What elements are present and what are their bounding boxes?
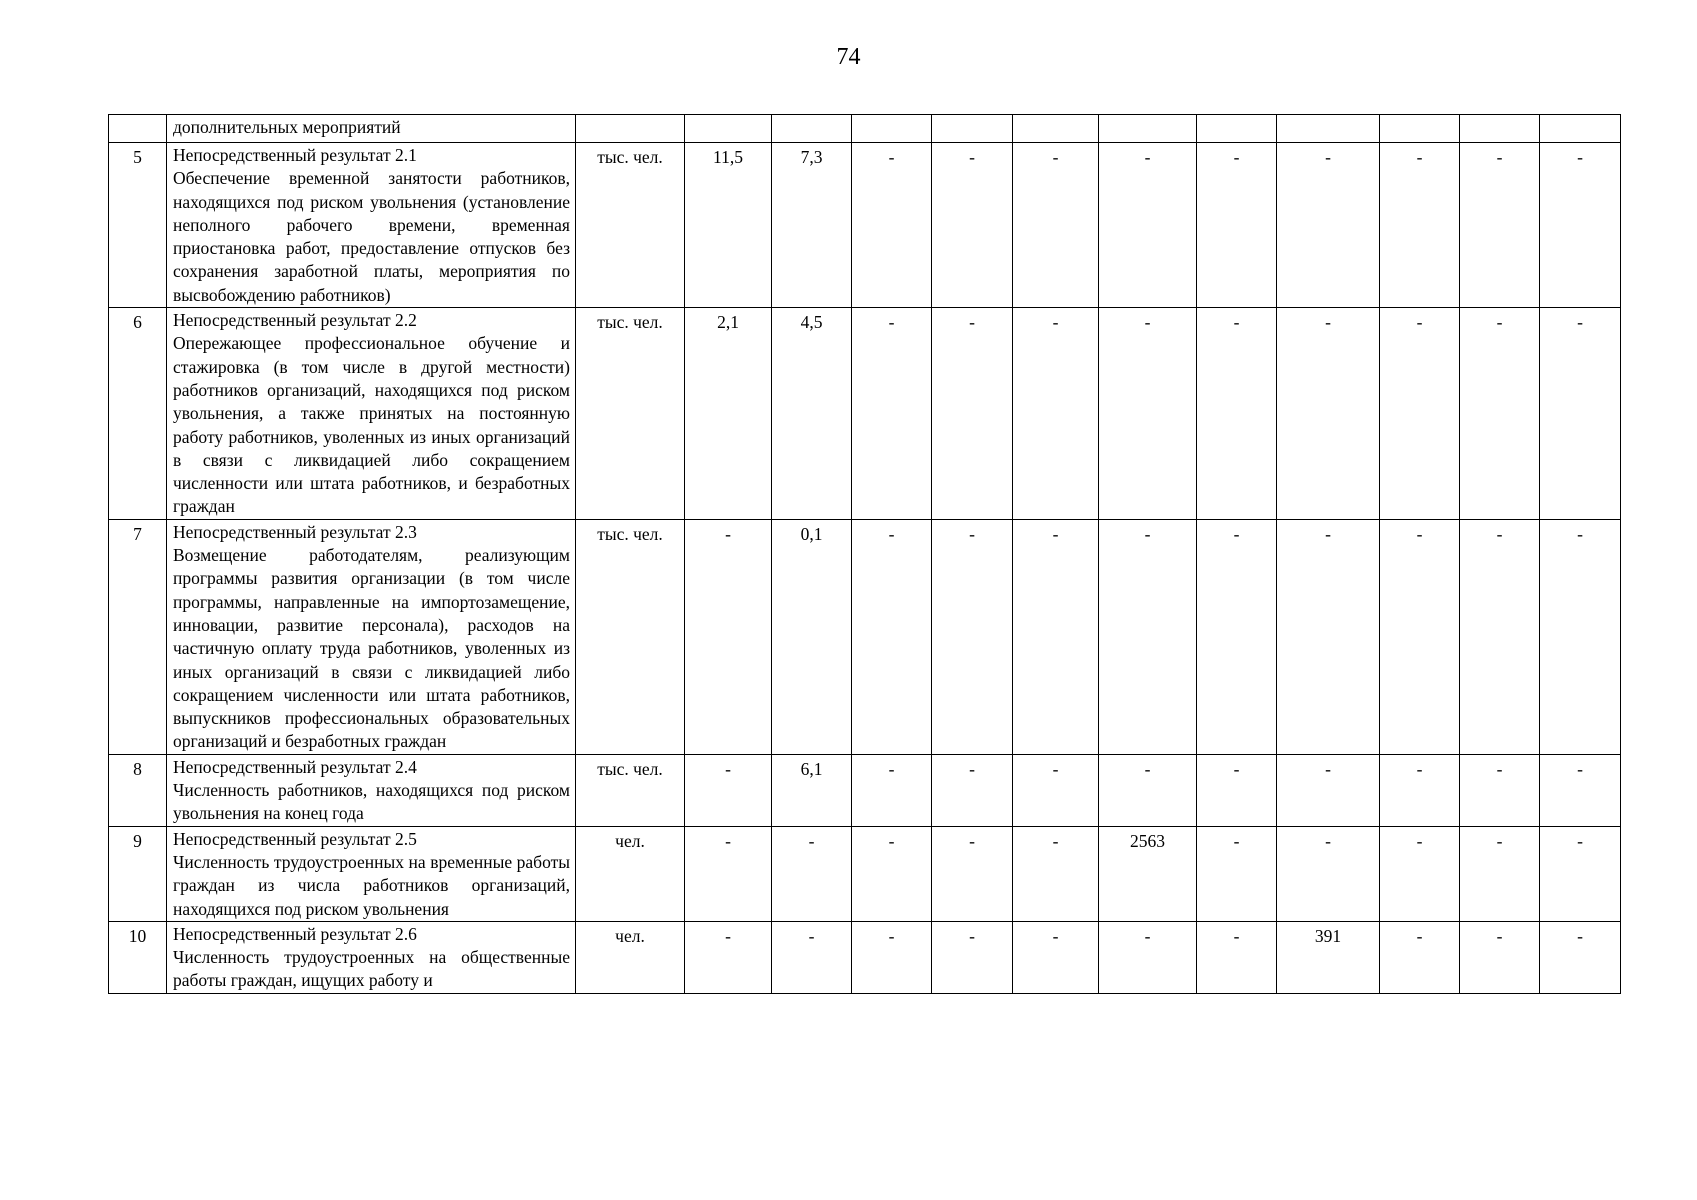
- value-cell: -: [1380, 754, 1460, 826]
- value-cell: -: [1197, 826, 1277, 921]
- value-cell: -: [1197, 143, 1277, 308]
- row-number-cell: 9: [109, 826, 167, 921]
- value-cell: 7,3: [772, 143, 852, 308]
- row-title: Непосредственный результат 2.1: [173, 145, 417, 165]
- value-cell: -: [1380, 143, 1460, 308]
- value-cell: -: [1013, 143, 1099, 308]
- unit-cell: тыс. чел.: [576, 308, 685, 520]
- row-number-cell: 7: [109, 519, 167, 754]
- value-cell: -: [1013, 921, 1099, 993]
- value-cell: [1460, 115, 1540, 143]
- row-description-text: Численность трудоустроенных на общественные работы граждан, ищущих работу и: [173, 947, 570, 991]
- row-number-cell: [109, 115, 167, 143]
- value-cell: [1380, 115, 1460, 143]
- value-cell: -: [1197, 308, 1277, 520]
- value-cell: -: [1380, 308, 1460, 520]
- value-cell: -: [1277, 826, 1380, 921]
- value-cell: [1277, 115, 1380, 143]
- value-cell: -: [1197, 921, 1277, 993]
- value-cell: 6,1: [772, 754, 852, 826]
- table-row-continued: [109, 115, 1621, 143]
- row-title: Непосредственный результат 2.3: [173, 521, 417, 542]
- value-cell: -: [772, 826, 852, 921]
- value-cell: [1540, 115, 1621, 143]
- row-description-cell: [167, 519, 576, 754]
- row-description-text: Численность работников, находящихся под риском увольнения на конец года: [173, 780, 570, 824]
- value-cell: -: [1380, 826, 1460, 921]
- row-number-cell: 5: [109, 143, 167, 308]
- value-cell: -: [1460, 754, 1540, 826]
- value-cell: -: [1540, 921, 1621, 993]
- row-title: Непосредственный результат 2.6: [173, 923, 417, 944]
- value-cell: -: [1540, 308, 1621, 520]
- value-cell: -: [685, 921, 772, 993]
- value-cell: -: [852, 921, 932, 993]
- row-description-text: Численность трудоустроенных на временные работы граждан из числа работников организаций, находящихся под риском увольнения: [173, 851, 570, 919]
- row-description-cell: [167, 115, 576, 143]
- row-number-cell: 6: [109, 308, 167, 520]
- value-cell: -: [1099, 754, 1197, 826]
- unit-cell: [576, 115, 685, 143]
- page-number: 74: [836, 44, 861, 70]
- value-cell: -: [932, 921, 1013, 993]
- value-cell: 11,5: [685, 143, 772, 308]
- value-cell: -: [1099, 921, 1197, 993]
- value-cell: -: [1380, 921, 1460, 993]
- row-title: Непосредственный результат 2.2: [173, 310, 417, 331]
- value-cell: -: [1277, 143, 1380, 308]
- table-row: [109, 519, 1621, 754]
- row-description-text: дополнительных мероприятий: [173, 117, 401, 137]
- value-cell: -: [1380, 519, 1460, 754]
- table-row: [109, 921, 1621, 993]
- value-cell: -: [1013, 754, 1099, 826]
- value-cell: -: [932, 143, 1013, 308]
- value-cell: -: [1277, 308, 1380, 520]
- value-cell: -: [772, 921, 852, 993]
- value-cell: -: [1099, 519, 1197, 754]
- value-cell: -: [1540, 826, 1621, 921]
- table-row: [109, 826, 1621, 921]
- row-description-text: Обеспечение временной занятости работников, находящихся под риском увольнения (установление неполного рабочего времени, временная приостановка работ, предоставление отпусков без сохранения заработной платы, мероприятия по высвобождению работников): [173, 168, 570, 305]
- value-cell: -: [1540, 143, 1621, 308]
- value-cell: -: [1197, 519, 1277, 754]
- row-description-text: Опережающее профессиональное обучение и стажировка (в том числе в другой местности) работников организаций, находящихся под риском увольнения, а также принятых на постоянную работу работников, уволенных из иных организаций в связи с ликвидацией либо сокращением численности или штата работников, и безработных граждан: [173, 333, 570, 517]
- table-row: [109, 754, 1621, 826]
- unit-cell: тыс. чел.: [576, 754, 685, 826]
- value-cell: -: [852, 826, 932, 921]
- row-description-cell: [167, 826, 576, 921]
- value-cell: -: [852, 308, 932, 520]
- indicators-table: [108, 114, 1621, 994]
- unit-cell: чел.: [576, 826, 685, 921]
- value-cell: -: [1460, 308, 1540, 520]
- unit-cell: тыс. чел.: [576, 519, 685, 754]
- value-cell: -: [1197, 754, 1277, 826]
- value-cell: [685, 115, 772, 143]
- value-cell: 0,1: [772, 519, 852, 754]
- value-cell: -: [1540, 754, 1621, 826]
- value-cell: -: [685, 519, 772, 754]
- value-cell: [1197, 115, 1277, 143]
- value-cell: -: [1013, 308, 1099, 520]
- value-cell: -: [1460, 921, 1540, 993]
- unit-cell: тыс. чел.: [576, 143, 685, 308]
- value-cell: -: [1460, 143, 1540, 308]
- value-cell: -: [1013, 826, 1099, 921]
- value-cell: 391: [1277, 921, 1380, 993]
- value-cell: -: [932, 308, 1013, 520]
- value-cell: 2563: [1099, 826, 1197, 921]
- value-cell: [852, 115, 932, 143]
- row-description-cell: [167, 754, 576, 826]
- row-description-cell: [167, 143, 576, 308]
- row-description-cell: [167, 921, 576, 993]
- value-cell: -: [685, 754, 772, 826]
- value-cell: [1013, 115, 1099, 143]
- value-cell: -: [932, 754, 1013, 826]
- value-cell: 4,5: [772, 308, 852, 520]
- value-cell: -: [1277, 754, 1380, 826]
- row-description-cell: [167, 308, 576, 520]
- value-cell: -: [1099, 308, 1197, 520]
- value-cell: 2,1: [685, 308, 772, 520]
- table-row: [109, 143, 1621, 308]
- value-cell: -: [932, 826, 1013, 921]
- value-cell: -: [852, 143, 932, 308]
- unit-cell: чел.: [576, 921, 685, 993]
- row-number-cell: 10: [109, 921, 167, 993]
- value-cell: -: [685, 826, 772, 921]
- row-title: Непосредственный результат 2.5: [173, 828, 417, 849]
- value-cell: -: [1099, 143, 1197, 308]
- value-cell: [932, 115, 1013, 143]
- value-cell: -: [1013, 519, 1099, 754]
- table-row: [109, 308, 1621, 520]
- row-number-cell: 8: [109, 754, 167, 826]
- value-cell: -: [1460, 826, 1540, 921]
- value-cell: -: [932, 519, 1013, 754]
- value-cell: [1099, 115, 1197, 143]
- row-title: Непосредственный результат 2.4: [173, 756, 417, 777]
- row-description-text: Возмещение работодателям, реализующим программы развития организации (в том числе программы, направленные на импортозамещение, инновации, развитие персонала), расходов на частичную оплату труда работников, уволенных из иных организаций в связи с ликвидацией либо сокращением численности или штата работников, выпускников профессиональных образовательных организаций и безработных граждан: [173, 545, 570, 752]
- value-cell: -: [1277, 519, 1380, 754]
- value-cell: -: [1460, 519, 1540, 754]
- value-cell: -: [852, 754, 932, 826]
- value-cell: -: [1540, 519, 1621, 754]
- value-cell: -: [852, 519, 932, 754]
- value-cell: [772, 115, 852, 143]
